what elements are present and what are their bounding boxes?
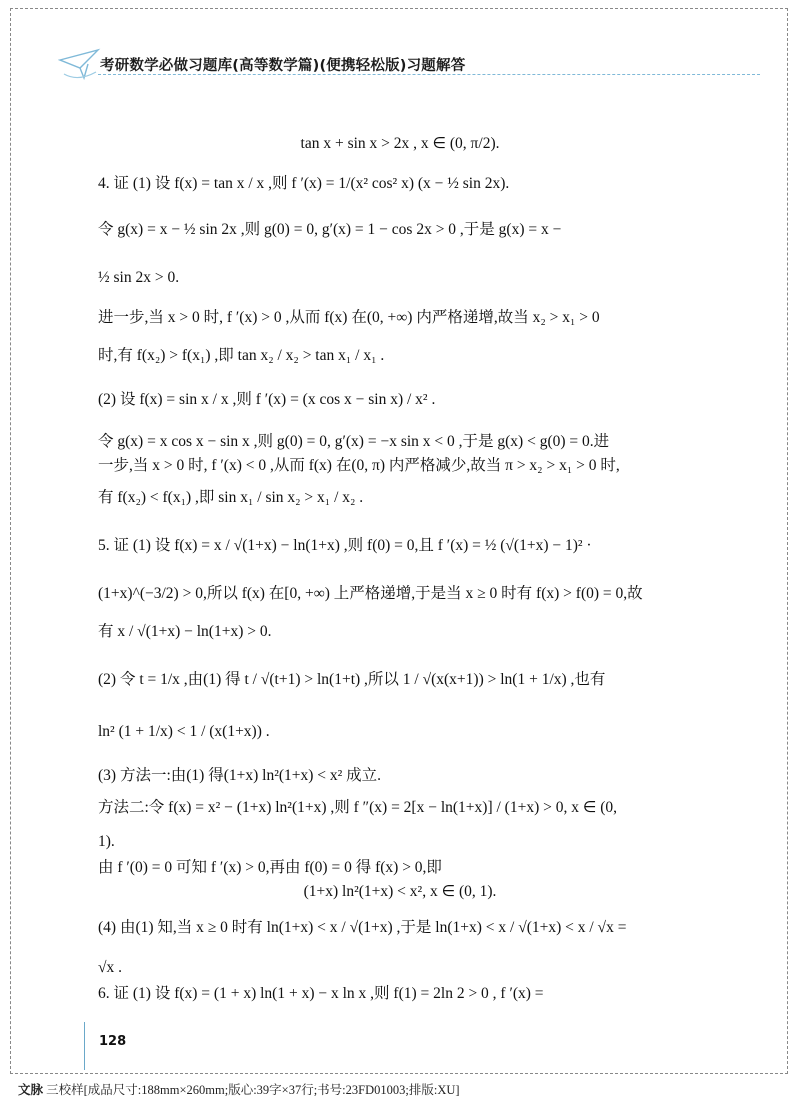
text-line: 一步,当 x > 0 时, f ′(x) < 0 ,从而 f(x) 在(0, π) 内严格减少,故当 π > x₂ > x₁ > 0 时,: [98, 457, 620, 474]
text-line: 时,有 f(x₂) > f(x₁) ,即 tan x₂ / x₂ > tan x₁ / x₁ .: [98, 347, 385, 364]
text-line: 有 f(x₂) < f(x₁) ,即 sin x₁ / sin x₂ > x₁ / x₂ .: [98, 489, 364, 506]
text-line: 进一步,当 x > 0 时, f ′(x) > 0 ,从而 f(x) 在(0, +∞) 内严格递增,故当 x₂ > x₁ > 0: [98, 309, 600, 326]
page-number: 128: [99, 1034, 127, 1049]
footer-brand: 文脉: [18, 1082, 44, 1097]
text-line: 6. 证 (1) 设 f(x) = (1 + x) ln(1 + x) − x ln x ,则 f(1) = 2ln 2 > 0 , f ′(x) =: [98, 985, 544, 1002]
header-title: 考研数学必做习题库(高等数学篇)(便携轻松版)习题解答: [100, 58, 466, 74]
text-line: 方法二:令 f(x) = x² − (1+x) ln²(1+x) ,则 f ″(x) = 2[x − ln(1+x)] / (1+x) > 0, x ∈ (0,: [98, 799, 618, 816]
text-line: ½ sin 2x > 0.: [98, 269, 180, 286]
text-line: (2) 设 f(x) = sin x / x ,则 f ′(x) = (x cos x − sin x) / x² .: [98, 391, 436, 408]
text-line: (3) 方法一:由(1) 得(1+x) ln²(1+x) < x² 成立.: [98, 767, 382, 784]
text-line: 4. 证 (1) 设 f(x) = tan x / x ,则 f ′(x) = 1/(x² cos² x) (x − ½ sin 2x).: [98, 175, 510, 192]
running-header: [58, 52, 760, 78]
header-rule: [98, 74, 760, 75]
text-line: (1+x)^(−3/2) > 0,所以 f(x) 在[0, +∞) 上严格递增,于是当 x ≥ 0 时有 f(x) > f(0) = 0,故: [98, 585, 643, 602]
footer-info: 三校样[成品尺寸:188mm×260mm;版心:39字×37行;书号:23FD01003;排版:XU]: [46, 1083, 460, 1097]
print-footer: [18, 1080, 460, 1098]
text-line: (4) 由(1) 知,当 x ≥ 0 时有 ln(1+x) < x / √(1+x) ,于是 ln(1+x) < x / √(1+x) < x / √x =: [98, 919, 627, 936]
text-line: (1+x) ln²(1+x) < x², x ∈ (0, 1).: [303, 883, 497, 900]
text-line: tan x + sin x > 2x , x ∈ (0, π/2).: [300, 135, 500, 152]
text-line: 5. 证 (1) 设 f(x) = x / √(1+x) − ln(1+x) ,则 f(0) = 0,且 f ′(x) = ½ (√(1+x) − 1)² ·: [98, 537, 592, 554]
page-number-marker: [84, 1022, 127, 1070]
text-line: ln² (1 + 1/x) < 1 / (x(1+x)) .: [98, 723, 270, 740]
text-line: (2) 令 t = 1/x ,由(1) 得 t / √(t+1) > ln(1+t) ,所以 1 / √(x(x+1)) > ln(1 + 1/x) ,也有: [98, 671, 606, 688]
text-line: 1).: [98, 833, 115, 850]
text-line: √x .: [98, 959, 123, 976]
text-line: 由 f ′(0) = 0 可知 f ′(x) > 0,再由 f(0) = 0 得 f(x) > 0,即: [98, 859, 442, 876]
text-line: 有 x / √(1+x) − ln(1+x) > 0.: [98, 623, 272, 640]
text-line: 令 g(x) = x cos x − sin x ,则 g(0) = 0, g′(x) = −x sin x < 0 ,于是 g(x) < g(0) = 0.进: [98, 433, 610, 450]
text-line: 令 g(x) = x − ½ sin 2x ,则 g(0) = 0, g′(x) = 1 − cos 2x > 0 ,于是 g(x) = x −: [98, 221, 562, 238]
